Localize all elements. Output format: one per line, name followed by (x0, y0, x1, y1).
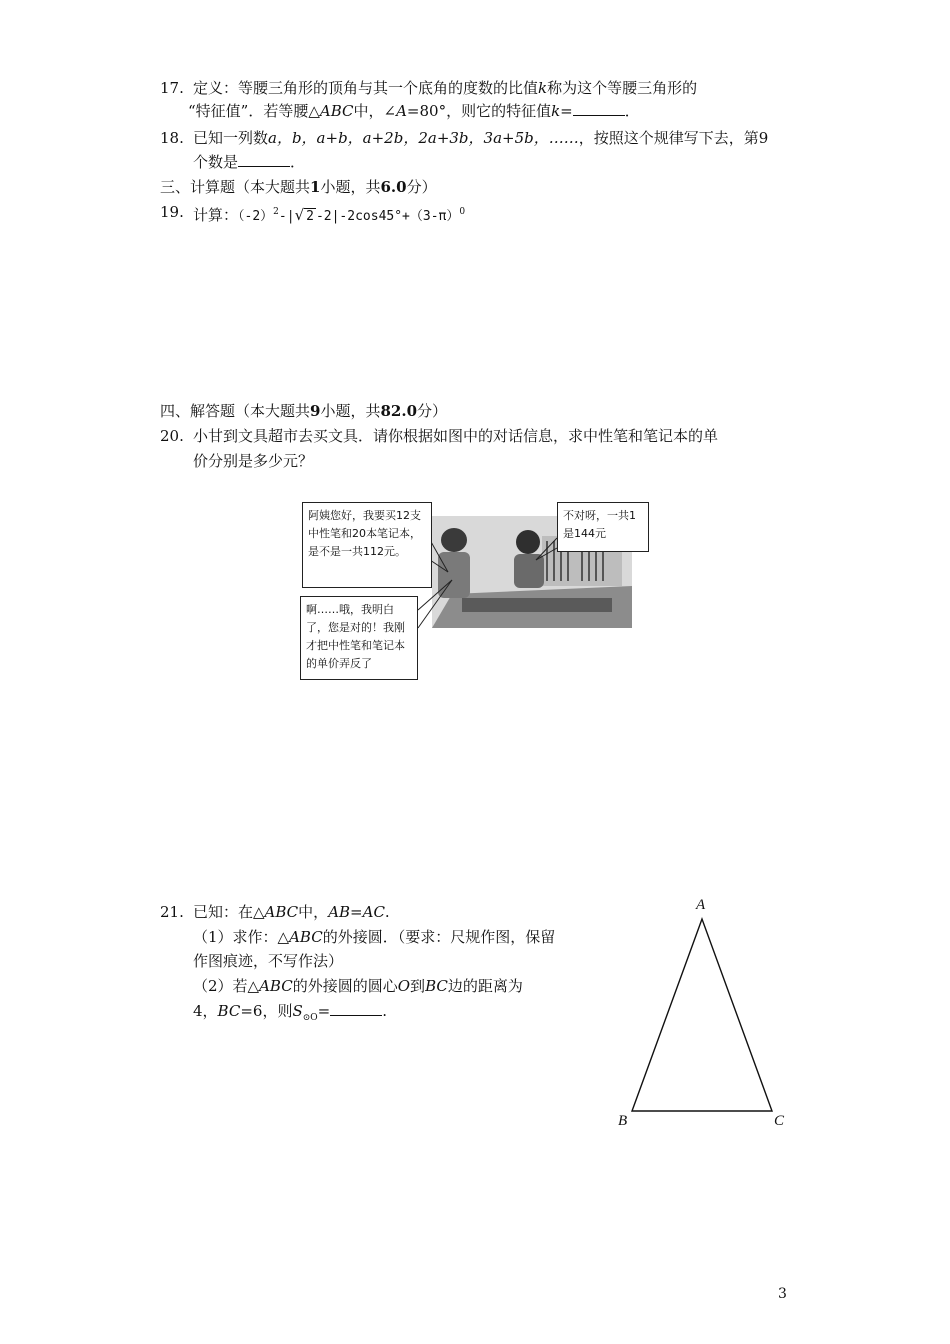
vertex-b-label: B (618, 1113, 628, 1129)
triangle-abc-figure (610, 895, 800, 1135)
q21-part-1-line-1: （1）求作：△ABC的外接圆．（要求：尺规作图，保留 (193, 928, 556, 946)
q18-sequence: a，b，a+b，a+2b，2a+3b，3a+5b，…… (268, 129, 579, 147)
section-4-heading: 四、解答题（本大题共9小题，共82.0分） (160, 402, 448, 420)
section-3-heading: 三、计算题（本大题共1小题，共6.0分） (160, 178, 437, 196)
page-number: 3 (778, 1286, 787, 1302)
q17-line-2: “特征值”．若等腰△ABC中，∠A=80°，则它的特征值k= ． (188, 102, 640, 120)
q20-number: 20. (160, 427, 184, 445)
q21-part-2-line-1: （2）若△ABC的外接圆的圆心O到BC边的距离为 (193, 977, 523, 995)
q21-part-2-line-2: 4，BC=6，则$S_{⊙O}=$ . (193, 1002, 388, 1023)
q21-answer-blank (330, 1001, 382, 1016)
q17-line-1: 定义：等腰三角形的顶角与其一个底角的度数的比值k称为这个等腰三角形的 (193, 79, 698, 97)
q21-given: 已知：在△ABC中，AB=AC. (193, 903, 390, 921)
q17-answer-blank (573, 101, 625, 116)
triangle-abc-drawing (610, 895, 800, 1135)
q18-answer-blank (238, 152, 290, 167)
q21-number: 21. (160, 903, 184, 921)
customer-reply-bubble: 啊……哦，我明白了，您是对的！我刚才把中性笔和笔记本的单价弄反了 (300, 596, 418, 680)
shop-dialogue-illustration (300, 500, 636, 680)
triangle-abc (632, 919, 772, 1111)
q20-line-2: 价分别是多少元？ (193, 452, 314, 470)
vertex-c-label: C (774, 1113, 785, 1129)
q20-line-1: 小甘到文具超市去买文具．请你根据如图中的对话信息，求中性笔和笔记本的单 (193, 427, 719, 445)
q17-number: 17. (160, 79, 184, 97)
q19-number: 19. (160, 203, 184, 221)
sqrt-symbol: √ (294, 206, 305, 224)
q21-part-1-line-2: 作图痕迹，不写作法） (193, 952, 344, 970)
customer-speech-bubble: 阿姨您好，我要买12支中性笔和20本笔记本，是不是一共112元。 (302, 502, 432, 588)
q19-expression: 计算：$(-2)^2-|√$ 2 $-2|-2\cos 45^\circ+(3-\pi)^0$ (193, 206, 466, 224)
vertex-a-label: A (696, 897, 706, 913)
q18-line-2: 个数是 ． (193, 153, 306, 171)
clerk-speech-bubble: 不对呀，一共1是144元 (557, 502, 649, 552)
q18-number: 18. (160, 129, 184, 147)
q18-line-1: 已知一列数a，b，a+b，a+2b，2a+3b，3a+5b，……，按照这个规律写下去，第9 (193, 129, 769, 147)
